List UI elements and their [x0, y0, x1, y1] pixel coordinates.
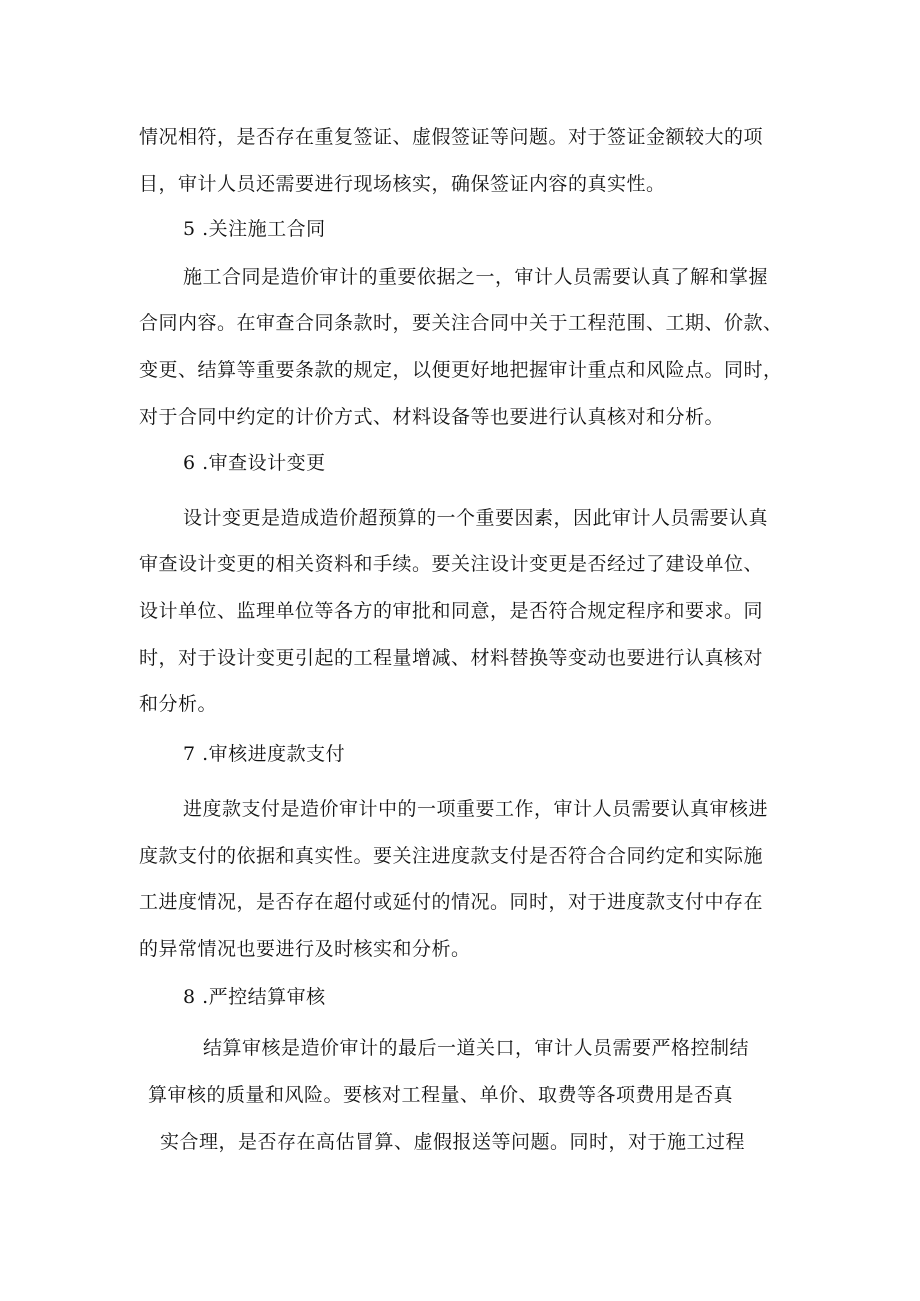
paragraph-line: 设计单位、监理单位等各方的审批和同意，是否符合规定程序和要求。同 [139, 600, 764, 622]
paragraph-line: 施工合同是造价审计的重要依据之一，审计人员需要认真了解和掌握 [183, 266, 769, 288]
section-heading-6: 6 .审查设计变更 [183, 452, 326, 474]
paragraph-line: 度款支付的依据和真实性。要关注进度款支付是否符合合同约定和实际施 [139, 845, 764, 867]
paragraph-line: 审查设计变更的相关资料和手续。要关注设计变更是否经过了建设单位、 [139, 553, 764, 575]
paragraph-line: 的异常情况也要进行及时核实和分析。 [139, 938, 471, 960]
paragraph-line: 工进度情况，是否存在超付或延付的情况。同时，对于进度款支付中存在 [139, 891, 764, 913]
paragraph-line: 结算审核是造价审计的最后一道关口，审计人员需要严格控制结 [203, 1037, 750, 1059]
paragraph-line: 算审核的质量和风险。要核对工程量、单价、取费等各项费用是否真 [148, 1084, 734, 1106]
paragraph-line: 对于合同中约定的计价方式、材料设备等也要进行认真核对和分析。 [139, 406, 725, 428]
paragraph-line: 实合理，是否存在高估冒算、虚假报送等问题。同时，对于施工过程 [160, 1131, 746, 1153]
paragraph-line: 设计变更是造成造价超预算的一个重要因素，因此审计人员需要认真 [183, 507, 769, 529]
section-heading-8: 8 .严控结算审核 [183, 986, 326, 1008]
paragraph-line: 进度款支付是造价审计中的一项重要工作，审计人员需要认真审核进 [183, 798, 769, 820]
paragraph-line: 情况相符，是否存在重复签证、虚假签证等问题。对于签证金额较大的项 [139, 126, 764, 148]
paragraph-line: 时，对于设计变更引起的工程量增减、材料替换等变动也要进行认真核对 [139, 647, 764, 669]
paragraph-line: 变更、结算等重要条款的规定，以便更好地把握审计重点和风险点。同时， [139, 359, 783, 381]
paragraph-line: 和分析。 [139, 693, 218, 715]
section-heading-5: 5 .关注施工合同 [183, 218, 326, 240]
paragraph-line: 目，审计人员还需要进行现场核实，确保签证内容的真实性。 [139, 173, 666, 195]
section-heading-7: 7 .审核进度款支付 [183, 743, 346, 765]
paragraph-line: 合同内容。在审查合同条款时，要关注合同中关于工程范围、工期、价款、 [139, 312, 783, 334]
